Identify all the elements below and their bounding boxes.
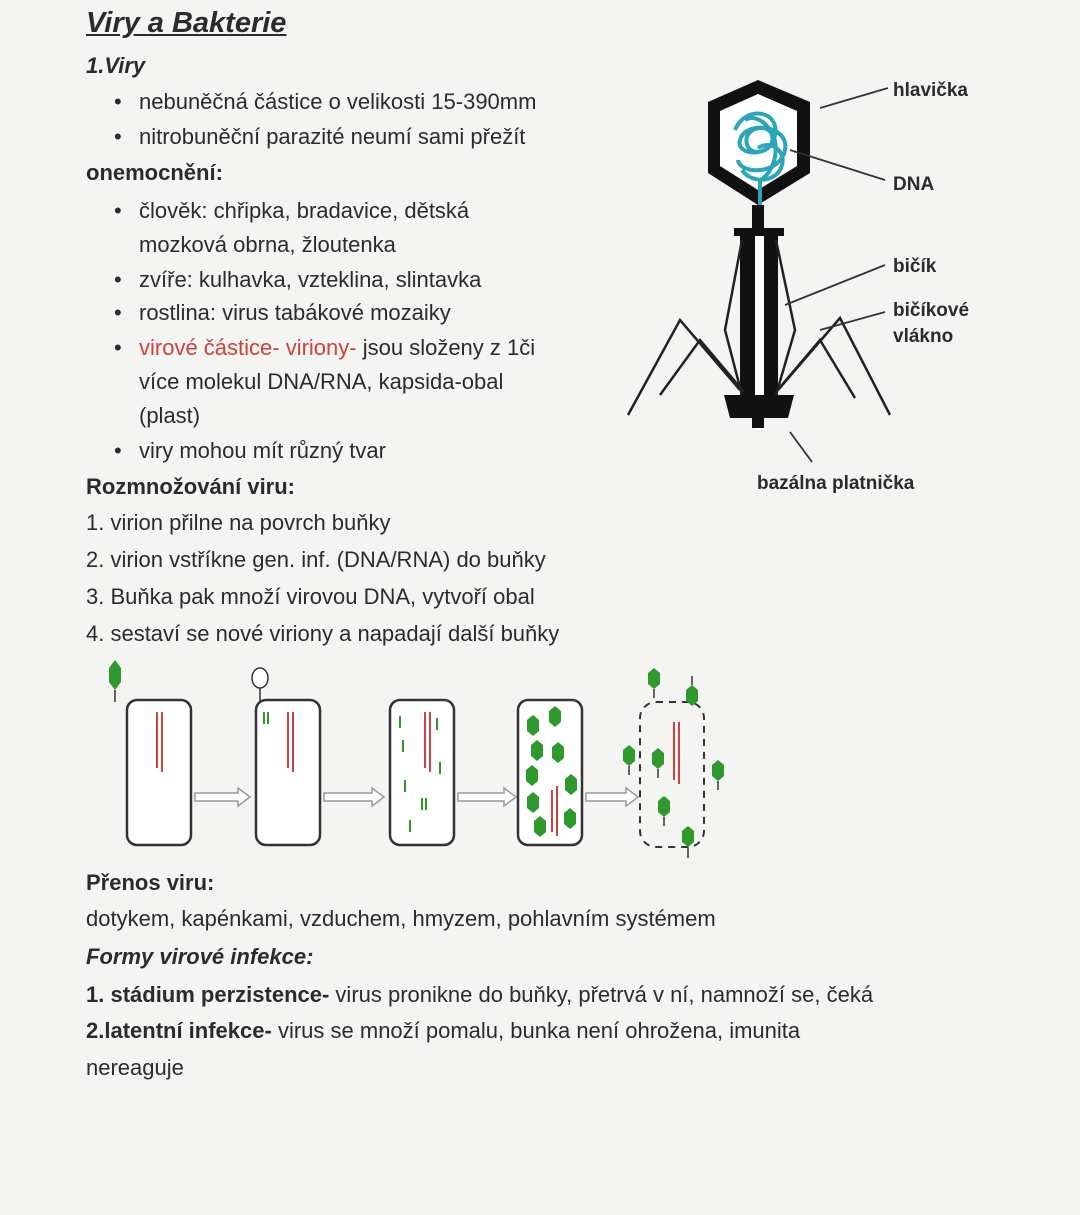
onemocneni-clovek: člověk: chřipka, bradavice, dětská [139,198,470,223]
cycle-arrow-2 [324,788,384,806]
formy-heading: Formy virové infekce: [86,944,314,969]
virove-castice-desc: jsou složeny z 1či [356,335,536,360]
formy-item-1 [86,982,873,1008]
label-vlakno: vlákno [893,326,954,347]
onemocneni-rostlina: rostlina: virus tabákové mozaiky [139,300,451,325]
virove-castice-term: virové částice- viriony- [139,335,357,360]
label-bazalna: bazálna platnička [757,473,915,494]
bullet-dot: • [114,300,122,325]
cycle-cell-2 [256,700,320,845]
label-dna: DNA [893,174,935,195]
cycle-cell-1 [127,700,191,845]
label-bicikove: bičíkové [893,300,970,321]
onemocneni-clovek-cont: mozková obrna, žloutenka [139,232,396,257]
formy-item-1-desc: virus pronikne do buňky, přetrvá v ní, namnoží se, čeká [329,982,874,1007]
viry-bullet-1: nebuněčná částice o velikosti 15-390mm [139,89,537,114]
label-bicik: bičík [893,256,937,277]
rozmnozovani-heading: Rozmnožování viru: [86,474,296,499]
cycle-cell-3 [390,700,454,845]
page-title: Viry a Bakterie [86,7,287,39]
viry-tvar: viry mohou mít různý tvar [139,438,386,463]
formy-item-1-term: 1. stádium perzistence- [86,982,330,1007]
bullet-dot: • [114,267,122,292]
prenos-heading: Přenos viru: [86,870,215,895]
label-hlavicka: hlavička [893,80,968,101]
bullet-dot: • [114,335,122,360]
bullet-dot: • [114,198,122,223]
cycle-empty-capsid [252,668,268,702]
bullet-dot: • [114,89,122,114]
formy-item-2-term: 2.latentní infekce- [86,1018,272,1043]
rozmnozovani-step-2: 2. virion vstříkne gen. inf. (DNA/RNA) do buňky [86,547,546,572]
cycle-arrow-3 [458,788,516,806]
bullet-dot: • [114,124,122,149]
cycle-virion-attaching [109,660,121,702]
viry-bullet-2: nitrobuněční parazité neumí sami přežít [139,124,526,149]
virove-castice-cont: více molekul DNA/RNA, kapsida-obal [139,369,504,394]
prenos-text: dotykem, kapénkami, vzduchem, hmyzem, pohlavním systémem [86,906,716,931]
cycle-arrow-4 [586,788,638,806]
formy-item-2-cont: nereaguje [86,1055,184,1080]
bullet-dot: • [114,438,122,463]
cycle-cell-5-lysed [640,702,704,847]
cycle-cell-4 [518,700,582,845]
rozmnozovani-step-3: 3. Buňka pak množí virovou DNA, vytvoří obal [86,584,535,609]
formy-item-2 [86,1018,800,1044]
formy-item-2-desc: virus se množí pomalu, bunka není ohrožena, imunita [271,1018,801,1043]
section-viry-heading: 1.Viry [86,53,146,78]
virove-castice-cont2: (plast) [139,403,201,428]
cycle-arrow-1 [195,788,250,806]
rozmnozovani-step-1: 1. virion přilne na povrch buňky [86,510,391,535]
rozmnozovani-step-4: 4. sestaví se nové viriony a napadají další buňky [86,621,560,646]
onemocneni-heading: onemocnění: [86,160,223,185]
onemocneni-zvire: zvíře: kulhavka, vzteklina, slintavka [139,267,482,292]
